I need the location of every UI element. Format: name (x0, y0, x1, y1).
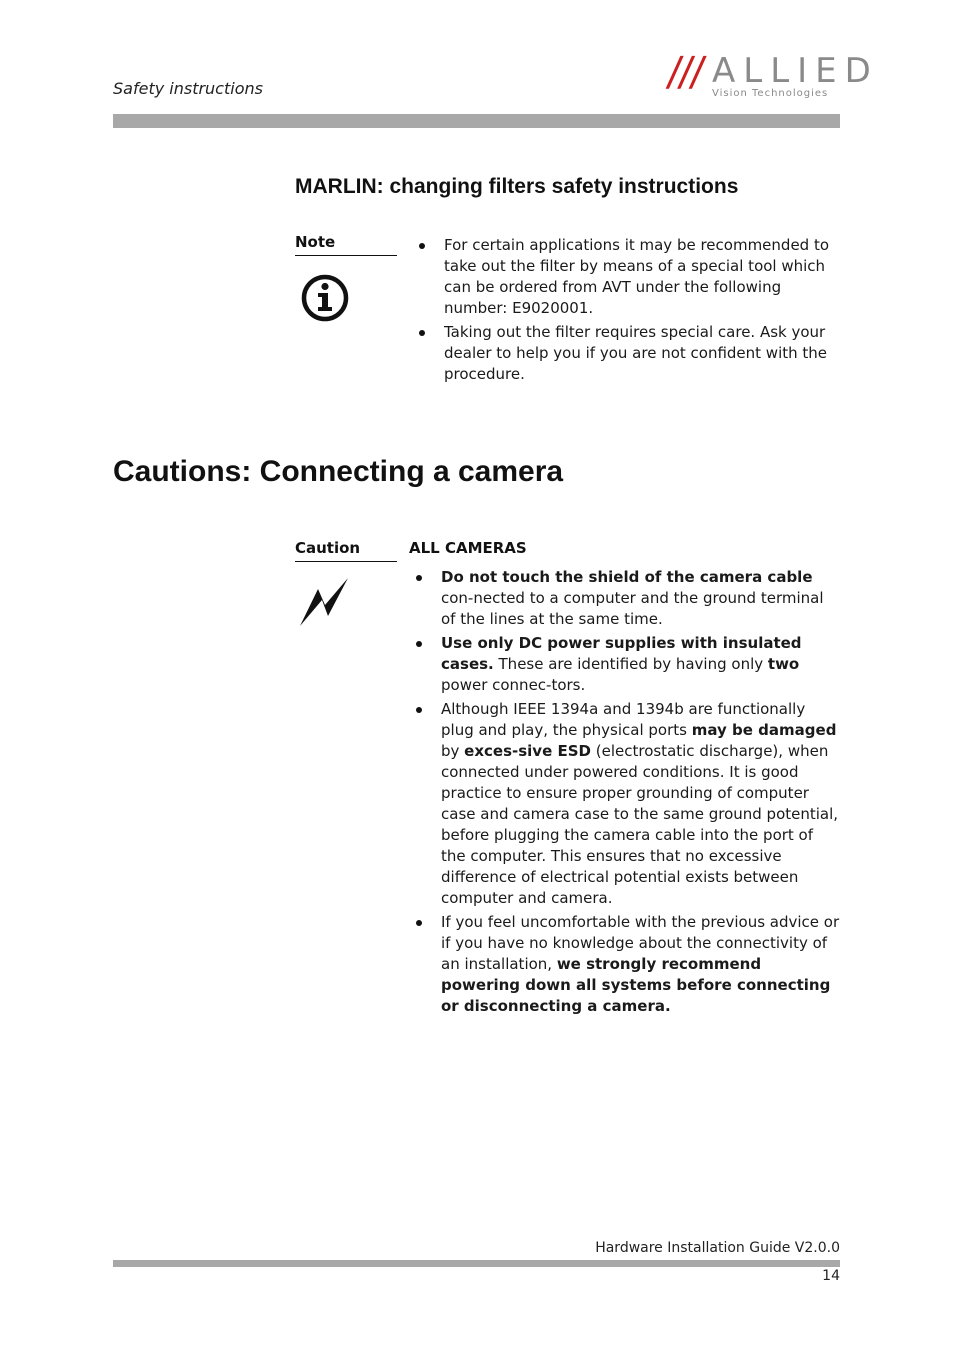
plain-text: con-nected to a computer and the ground terminal of the lines at the same time. (441, 589, 824, 628)
bullet-text: Taking out the filter requires special care. Ask your dealer to help you if you are not confident with the procedure. (444, 323, 828, 383)
lightning-icon (298, 576, 350, 628)
note-rule (295, 255, 397, 256)
bullet-dot (416, 575, 422, 581)
caution-rule (295, 561, 397, 562)
running-header: Safety instructions (113, 79, 263, 98)
plain-text: Although IEEE 1394a and 1394b are functionally plug and play, the physical ports (441, 700, 806, 739)
section-title-marlin: MARLIN: changing filters safety instructions (295, 175, 739, 198)
plain-text: If you feel uncomfortable with the previous advice or if you have no knowledge about the connectivity of an installation, (441, 913, 840, 973)
bullet-text (441, 699, 840, 909)
bold-text: Use only DC power supplies with insulated cases. (441, 634, 802, 673)
bullet-dot (416, 920, 422, 926)
bullet-text (441, 912, 840, 1017)
bullet-text (441, 633, 840, 696)
logo-word: ALLIED (712, 51, 879, 91)
list-item (409, 567, 840, 630)
bullet-text (441, 567, 840, 630)
bold-text: Do not touch the shield of the camera cable (441, 568, 813, 586)
plain-text: power connec-tors. (441, 676, 586, 694)
list-item (409, 912, 840, 1017)
footer-rule (113, 1260, 840, 1267)
bullet-dot (416, 641, 422, 647)
bold-text: we strongly recommend powering down all systems before connecting or disconnecting a camera. (441, 955, 831, 1015)
allied-logo (664, 49, 879, 100)
list-item (409, 699, 840, 909)
bullet-dot (416, 707, 422, 713)
bullet-text: For certain applications it may be recommended to take out the filter by means of a special tool which can be ordered from AVT under the following number: E9020001. (444, 236, 830, 317)
list-item (415, 322, 840, 385)
bold-text: two (767, 655, 800, 673)
all-cameras-heading: ALL CAMERAS (409, 539, 527, 557)
section-title-cautions: Cautions: Connecting a camera (113, 455, 564, 488)
caution-label: Caution (295, 539, 361, 557)
bullet-dot (419, 330, 425, 336)
caution-bullet-list (409, 567, 840, 1020)
plain-text: (electrostatic discharge), when connected under powered conditions. It is good practice to ensure proper grounding of computer case and camera case to the same ground potential, before plugging the camera cable into the port of the computer. This ensures that no excessive difference of electrical potential exists between computer and camera. (441, 742, 839, 907)
bold-text: exces-sive ESD (464, 742, 591, 760)
note-label: Note (295, 233, 336, 251)
bold-text: may be damaged (691, 721, 837, 739)
plain-text: by (441, 742, 465, 760)
header-rule (113, 114, 840, 128)
list-item (409, 633, 840, 696)
bullet-dot (419, 243, 425, 249)
list-item (415, 235, 840, 319)
logo-slashes: /// (664, 49, 706, 95)
footer-doc-title: Hardware Installation Guide V2.0.0 (595, 1240, 840, 1256)
plain-text: These are identified by having only (493, 655, 768, 673)
logo-subtitle: Vision Technologies (712, 88, 829, 99)
info-icon (301, 274, 349, 322)
note-bullet-list (415, 235, 840, 388)
page-number: 14 (822, 1268, 840, 1284)
